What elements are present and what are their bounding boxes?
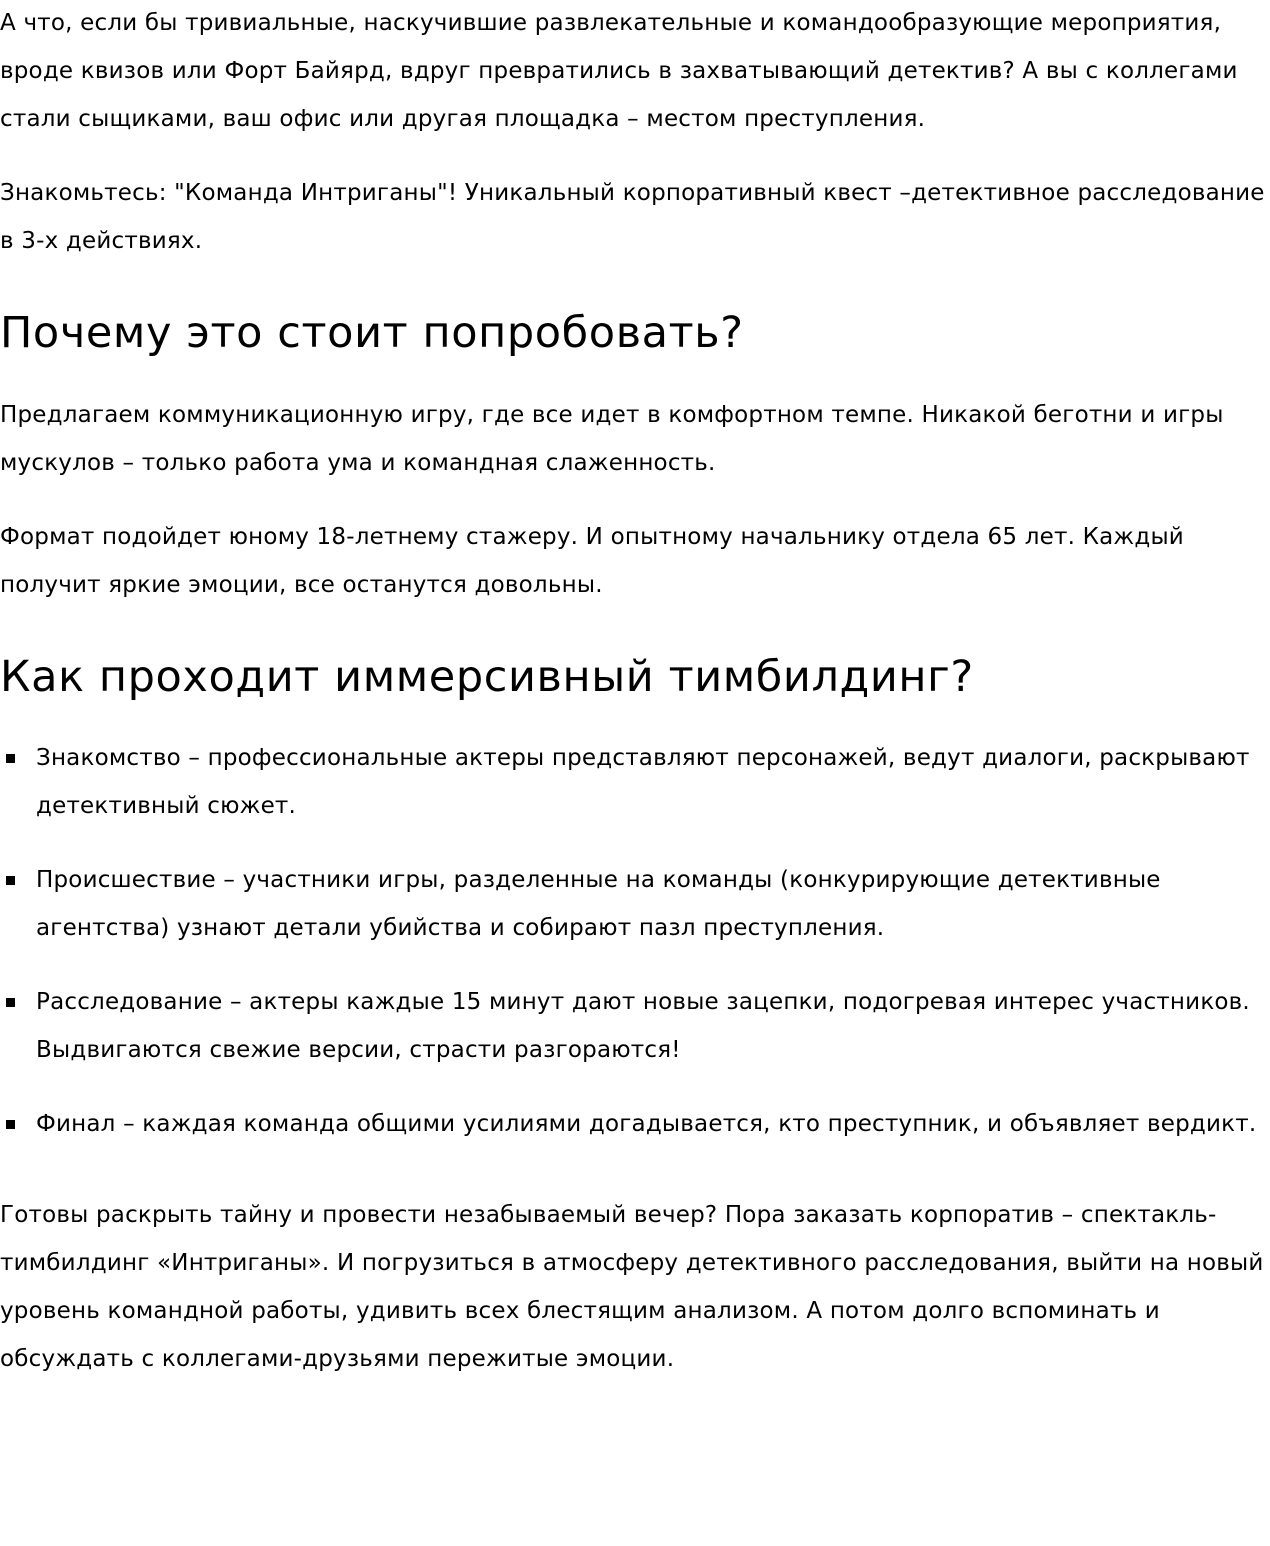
section-heading-why: Почему это стоит попробовать? [0,308,744,358]
list-item [0,734,1270,830]
list-item [0,856,1270,952]
square-bullet-icon [6,998,15,1007]
square-bullet-icon [6,1120,15,1129]
intro-paragraph: Знакомьтесь: "Команда Интриганы"! Уникальный корпоративный квест –детективное расследование в 3-х действиях. [0,180,1265,254]
list-item-text: Происшествие – участники игры, разделенные на команды (конкурирующие детективные агентства) узнают детали убийства и собирают пазл преступления. [36,867,1161,941]
steps-list [0,734,1270,1148]
closing-paragraph: Готовы раскрыть тайну и провести незабываемый вечер? Пора заказать корпоратив – спектакль-тимбилдинг «Интриганы». И погрузиться в атмосферу детективного расследования, выйти на новый уровень командной работы, удивить всех блестящим анализом. А потом долго вспоминать и обсуждать с коллегами-друзьями пережитые эмоции. [0,1202,1264,1372]
intro-paragraph: А что, если бы тривиальные, наскучившие развлекательные и командообразующие мероприятия, вроде квизов или Форт Байярд, вдруг превратились в захватывающий детектив? А вы с коллегами стали сыщиками, ваш офис или другая площадка – местом преступления. [0,10,1238,132]
section-heading-how: Как проходит иммерсивный тимбилдинг? [0,652,974,702]
square-bullet-icon [6,876,15,885]
why-paragraph: Предлагаем коммуникационную игру, где все идет в комфортном темпе. Никакой беготни и игры мускулов – только работа ума и командная слаженность. [0,402,1224,476]
list-item-text: Знакомство – профессиональные актеры представляют персонажей, ведут диалоги, раскрывают детективный сюжет. [36,745,1250,819]
list-item-text: Расследование – актеры каждые 15 минут дают новые зацепки, подогревая интерес участников. Выдвигаются свежие версии, страсти разгораются! [36,989,1250,1063]
list-item-text: Финал – каждая команда общими усилиями догадывается, кто преступник, и объявляет вердикт. [36,1111,1257,1137]
why-paragraph: Формат подойдет юному 18-летнему стажеру. И опытному начальнику отдела 65 лет. Каждый получит яркие эмоции, все останутся довольны. [0,524,1184,598]
list-item [0,978,1270,1074]
list-item [0,1100,1270,1148]
square-bullet-icon [6,754,15,763]
